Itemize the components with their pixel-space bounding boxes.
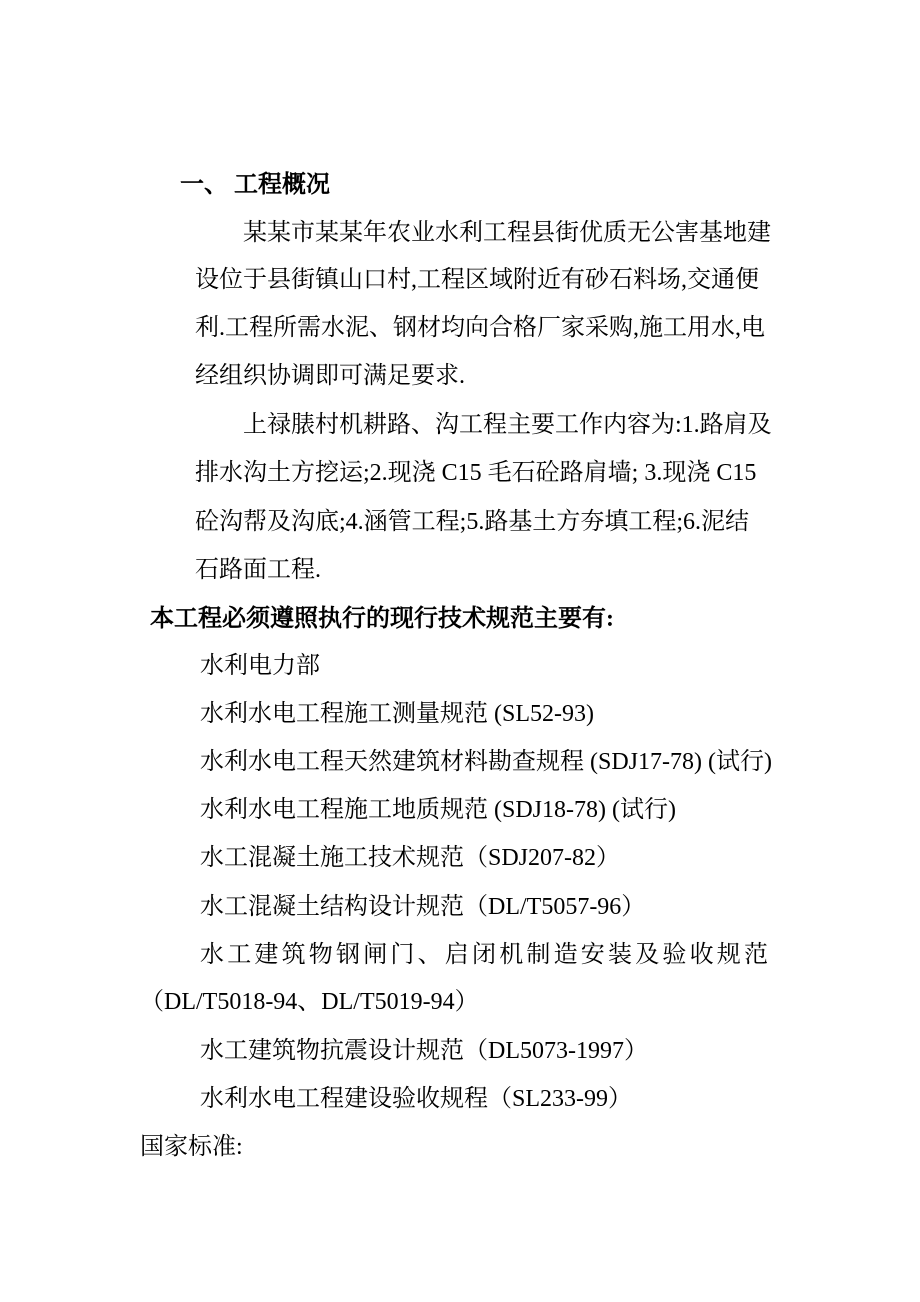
standard-item: 水工建筑物抗震设计规范（DL5073-1997） bbox=[200, 1038, 648, 1064]
paragraph-line: 设位于县街镇山口村,工程区域附近有砂石料场,交通便 bbox=[195, 267, 759, 293]
paragraph-line: 经组织协调即可满足要求. bbox=[195, 363, 465, 389]
paragraph-line: 排水沟土方挖运;2.现浇 C15 毛石砼路肩墙; 3.现浇 C15 bbox=[195, 460, 757, 486]
section-heading-overview: 一、 工程概况 bbox=[180, 172, 330, 198]
standard-item-continuation: （DL/T5018-94、DL/T5019-94） bbox=[140, 989, 479, 1015]
paragraph-line: 砼沟帮及沟底;4.涵管工程;5.路基土方夯填工程;6.泥结 bbox=[195, 509, 750, 535]
paragraph-line: 某某市某某年农业水利工程县街优质无公害基地建 bbox=[243, 220, 771, 246]
standard-item: 水利电力部 bbox=[200, 653, 320, 679]
standard-item: 水利水电工程建设验收规程（SL233-99） bbox=[200, 1086, 632, 1112]
standard-item: 水工混凝土结构设计规范（DL/T5057-96） bbox=[200, 894, 646, 920]
paragraph-line: 上禄脿村机耕路、沟工程主要工作内容为:1.路肩及 bbox=[243, 412, 772, 438]
standard-item: 水利水电工程施工地质规范 (SDJ18-78) (试行) bbox=[200, 797, 676, 823]
standard-item: 水工混凝土施工技术规范（SDJ207-82） bbox=[200, 845, 621, 871]
standard-item: 水利水电工程施工测量规范 (SL52-93) bbox=[200, 701, 594, 727]
standard-item: 水工建筑物钢闸门、启闭机制造安装及验收规范 bbox=[200, 942, 772, 968]
paragraph-line: 石路面工程. bbox=[195, 557, 321, 583]
national-standards-heading: 国家标准: bbox=[140, 1134, 243, 1160]
standard-item: 水利水电工程天然建筑材料勘查规程 (SDJ17-78) (试行) bbox=[200, 749, 772, 775]
paragraph-line: 利.工程所需水泥、钢材均向合格厂家采购,施工用水,电 bbox=[195, 315, 765, 341]
standards-heading: 本工程必须遵照执行的现行技术规范主要有: bbox=[150, 606, 614, 632]
